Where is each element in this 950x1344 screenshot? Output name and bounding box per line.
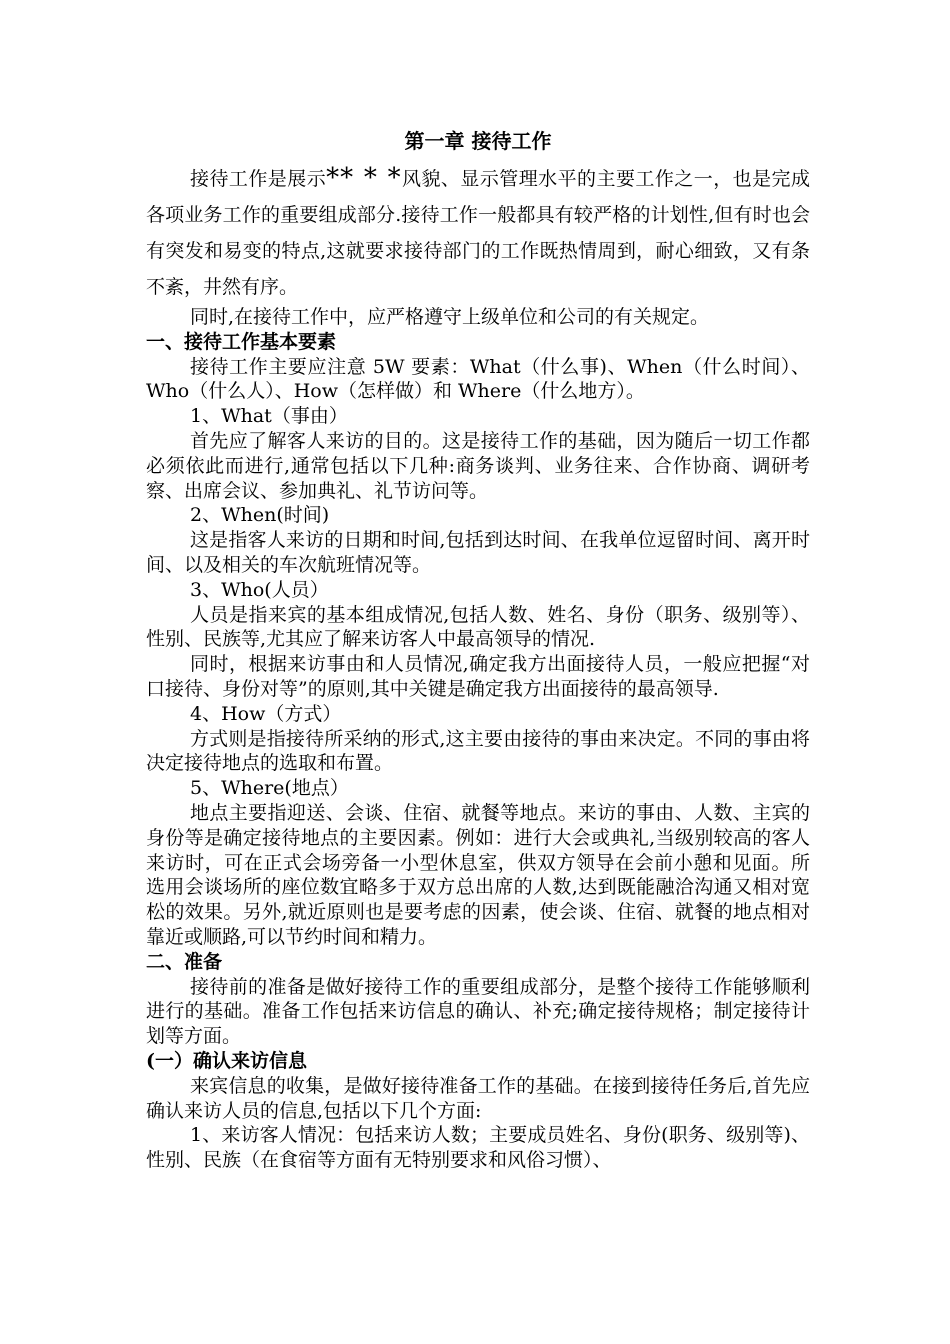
subsection-heading-1: (一）确认来访信息	[146, 1049, 307, 1072]
subsection1-text: 来宾信息的收集，是做好接待准备工作的基础。在接到接待任务后,首先应确认来访人员的信息,包括以下几个方面:	[146, 1074, 810, 1122]
intro-text-start: 接待工作是展示	[190, 168, 327, 190]
where-heading: 5、Where(地点）	[190, 777, 349, 800]
who-text: 人员是指来宾的基本组成情况,包括人数、姓名、身份（职务、级别等）、性别、民族等,尤其应了解来访客人中最高领导的情况.	[146, 603, 810, 651]
section-heading-1: 一、接待工作基本要素	[146, 330, 337, 353]
what-heading: 1、What（事由）	[190, 405, 348, 428]
redacted-name: ** * *	[326, 163, 402, 193]
when-heading: 2、When(时间)	[190, 504, 330, 527]
section2-text: 接待前的准备是做好接待工作的重要组成部分，是整个接待工作能够顺利进行的基础。准备工作包括来访信息的确认、补充;确定接待规格；制定接待计划等方面。	[146, 975, 810, 1048]
section-heading-2: 二、准备	[146, 950, 223, 973]
intro-text-rest: 风貌、显示管理水平的主要工作之一，也是完成各项业务工作的重要组成部分.接待工作一般都具有较严格的计划性,但有时也会有突发和易变的特点,这就要求接待部门的工作既热情周到，耐心细致，又有条不紊，井然有序。	[146, 168, 810, 298]
how-heading: 4、How（方式）	[190, 702, 342, 725]
section1-intro: 接待工作主要应注意 5W 要素：What（什么事)、When（什么时间）、Who（什么人）、How（怎样做）和 Where（什么地方）。	[146, 355, 810, 403]
subsection1-item-1: 1、来访客人情况：包括来访人数；主要成员姓名、身份(职务、级别等)、性别、民族（在食宿等方面有无特别要求和风俗习惯）、	[146, 1124, 810, 1172]
where-text: 地点主要指迎送、会谈、住宿、就餐等地点。来访的事由、人数、主宾的身份等是确定接待地点的主要因素。例如：进行大会或典礼,当级别较高的客人来访时，可在正式会场旁备一小型休息室，供双方领导在会前小憩和见面。所选用会谈场所的座位数宜略多于双方总出席的人数,达到既能融洽沟通又相对宽松的效果。另外,就近原则也是要考虑的因素，使会谈、住宿、就餐的地点相对靠近或顺路,可以节约时间和精力。	[146, 801, 810, 948]
chapter-title: 第一章 接待工作	[404, 129, 552, 153]
document-page	[146, 128, 810, 1173]
what-text: 首先应了解客人来访的目的。这是接待工作的基础，因为随后一切工作都必须依此而进行,通常包括以下几种:商务谈判、业务往来、合作协商、调研考察、出席会议、参加典礼、礼节访问等。	[146, 429, 810, 502]
intro-paragraph	[146, 160, 810, 305]
how-text: 方式则是指接待所采纳的形式,这主要由接待的事由来决定。不同的事由将决定接待地点的选取和布置。	[146, 727, 810, 775]
who-text-2: 同时，根据来访事由和人员情况,确定我方出面接待人员，一般应把握“对口接待、身份对等”的原则,其中关键是确定我方出面接待的最高领导.	[146, 653, 810, 700]
intro-paragraph-2: 同时,在接待工作中，应严格遵守上级单位和公司的有关规定。	[190, 306, 710, 328]
when-text: 这是指客人来访的日期和时间,包括到达时间、在我单位逗留时间、离开时间、以及相关的车次航班情况等。	[146, 529, 810, 576]
who-heading: 3、Who(人员）	[190, 578, 329, 601]
